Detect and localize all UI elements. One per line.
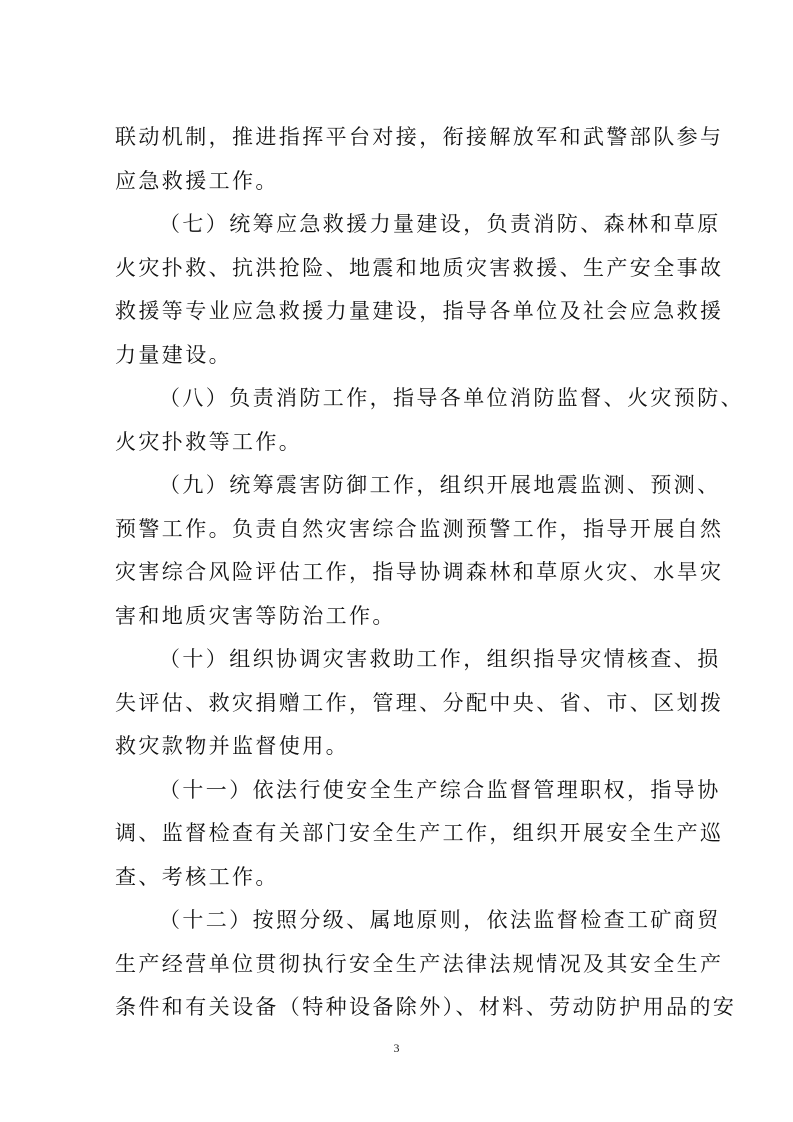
text-line: （八）负责消防工作，指导各单位消防监督、火灾预防、 — [159, 386, 744, 410]
text-line: 力量建设。 — [115, 342, 232, 367]
text-line: 预警工作。负责自然灾害综合监测预警工作，指导开展自然 — [115, 516, 724, 541]
paragraph-item-8 — [115, 377, 744, 464]
text-line: 应急救援工作。 — [115, 168, 279, 193]
text-line: 生产经营单位贯彻执行安全生产法律法规情况及其安全生产 — [115, 951, 724, 976]
paragraph-item-11 — [115, 769, 724, 900]
text-line: 条件和有关设备（特种设备除外）、材料、劳动防护用品的安 — [115, 995, 737, 1019]
paragraph-item-7 — [115, 203, 724, 377]
text-line: 救援等专业应急救援力量建设，指导各单位及社会应急救援 — [115, 299, 724, 323]
text-line: 失评估、救灾捐赠工作，管理、分配中央、省、市、区划拨 — [115, 690, 724, 715]
text-line: （十）组织协调灾害救助工作，组织指导灾情核查、损 — [159, 647, 721, 671]
text-line: 救灾款物并监督使用。 — [115, 734, 349, 758]
text-line: （九）统筹震害防御工作，组织开展地震监测、预测、 — [159, 473, 721, 497]
text-line: 联动机制，推进指挥平台对接，衔接解放军和武警部队参与 — [115, 125, 724, 149]
text-line: 火灾扑救等工作。 — [115, 429, 303, 454]
paragraph-continuation — [115, 116, 724, 203]
text-line: （十二）按照分级、属地原则，依法监督检查工矿商贸 — [159, 908, 721, 932]
text-line: 灾害综合风险评估工作，指导协调森林和草原火灾、水旱灾 — [115, 560, 724, 584]
paragraph-item-9 — [115, 464, 724, 638]
text-line: 害和地质灾害等防治工作。 — [115, 603, 396, 628]
text-line: （十一）依法行使安全生产综合监督管理职权，指导协 — [159, 777, 721, 802]
text-line: 查、考核工作。 — [115, 864, 279, 889]
text-line: 火灾扑救、抗洪抢险、地震和地质灾害救援、生产安全事故 — [115, 255, 724, 280]
body-text — [115, 116, 744, 1030]
text-line: （七）统筹应急救援力量建设，负责消防、森林和草原 — [159, 212, 721, 236]
paragraph-item-10 — [115, 638, 724, 769]
page-number: 3 — [393, 1041, 400, 1055]
paragraph-item-12 — [115, 899, 737, 1030]
text-line: 调、监督检查有关部门安全生产工作，组织开展安全生产巡 — [115, 821, 724, 845]
